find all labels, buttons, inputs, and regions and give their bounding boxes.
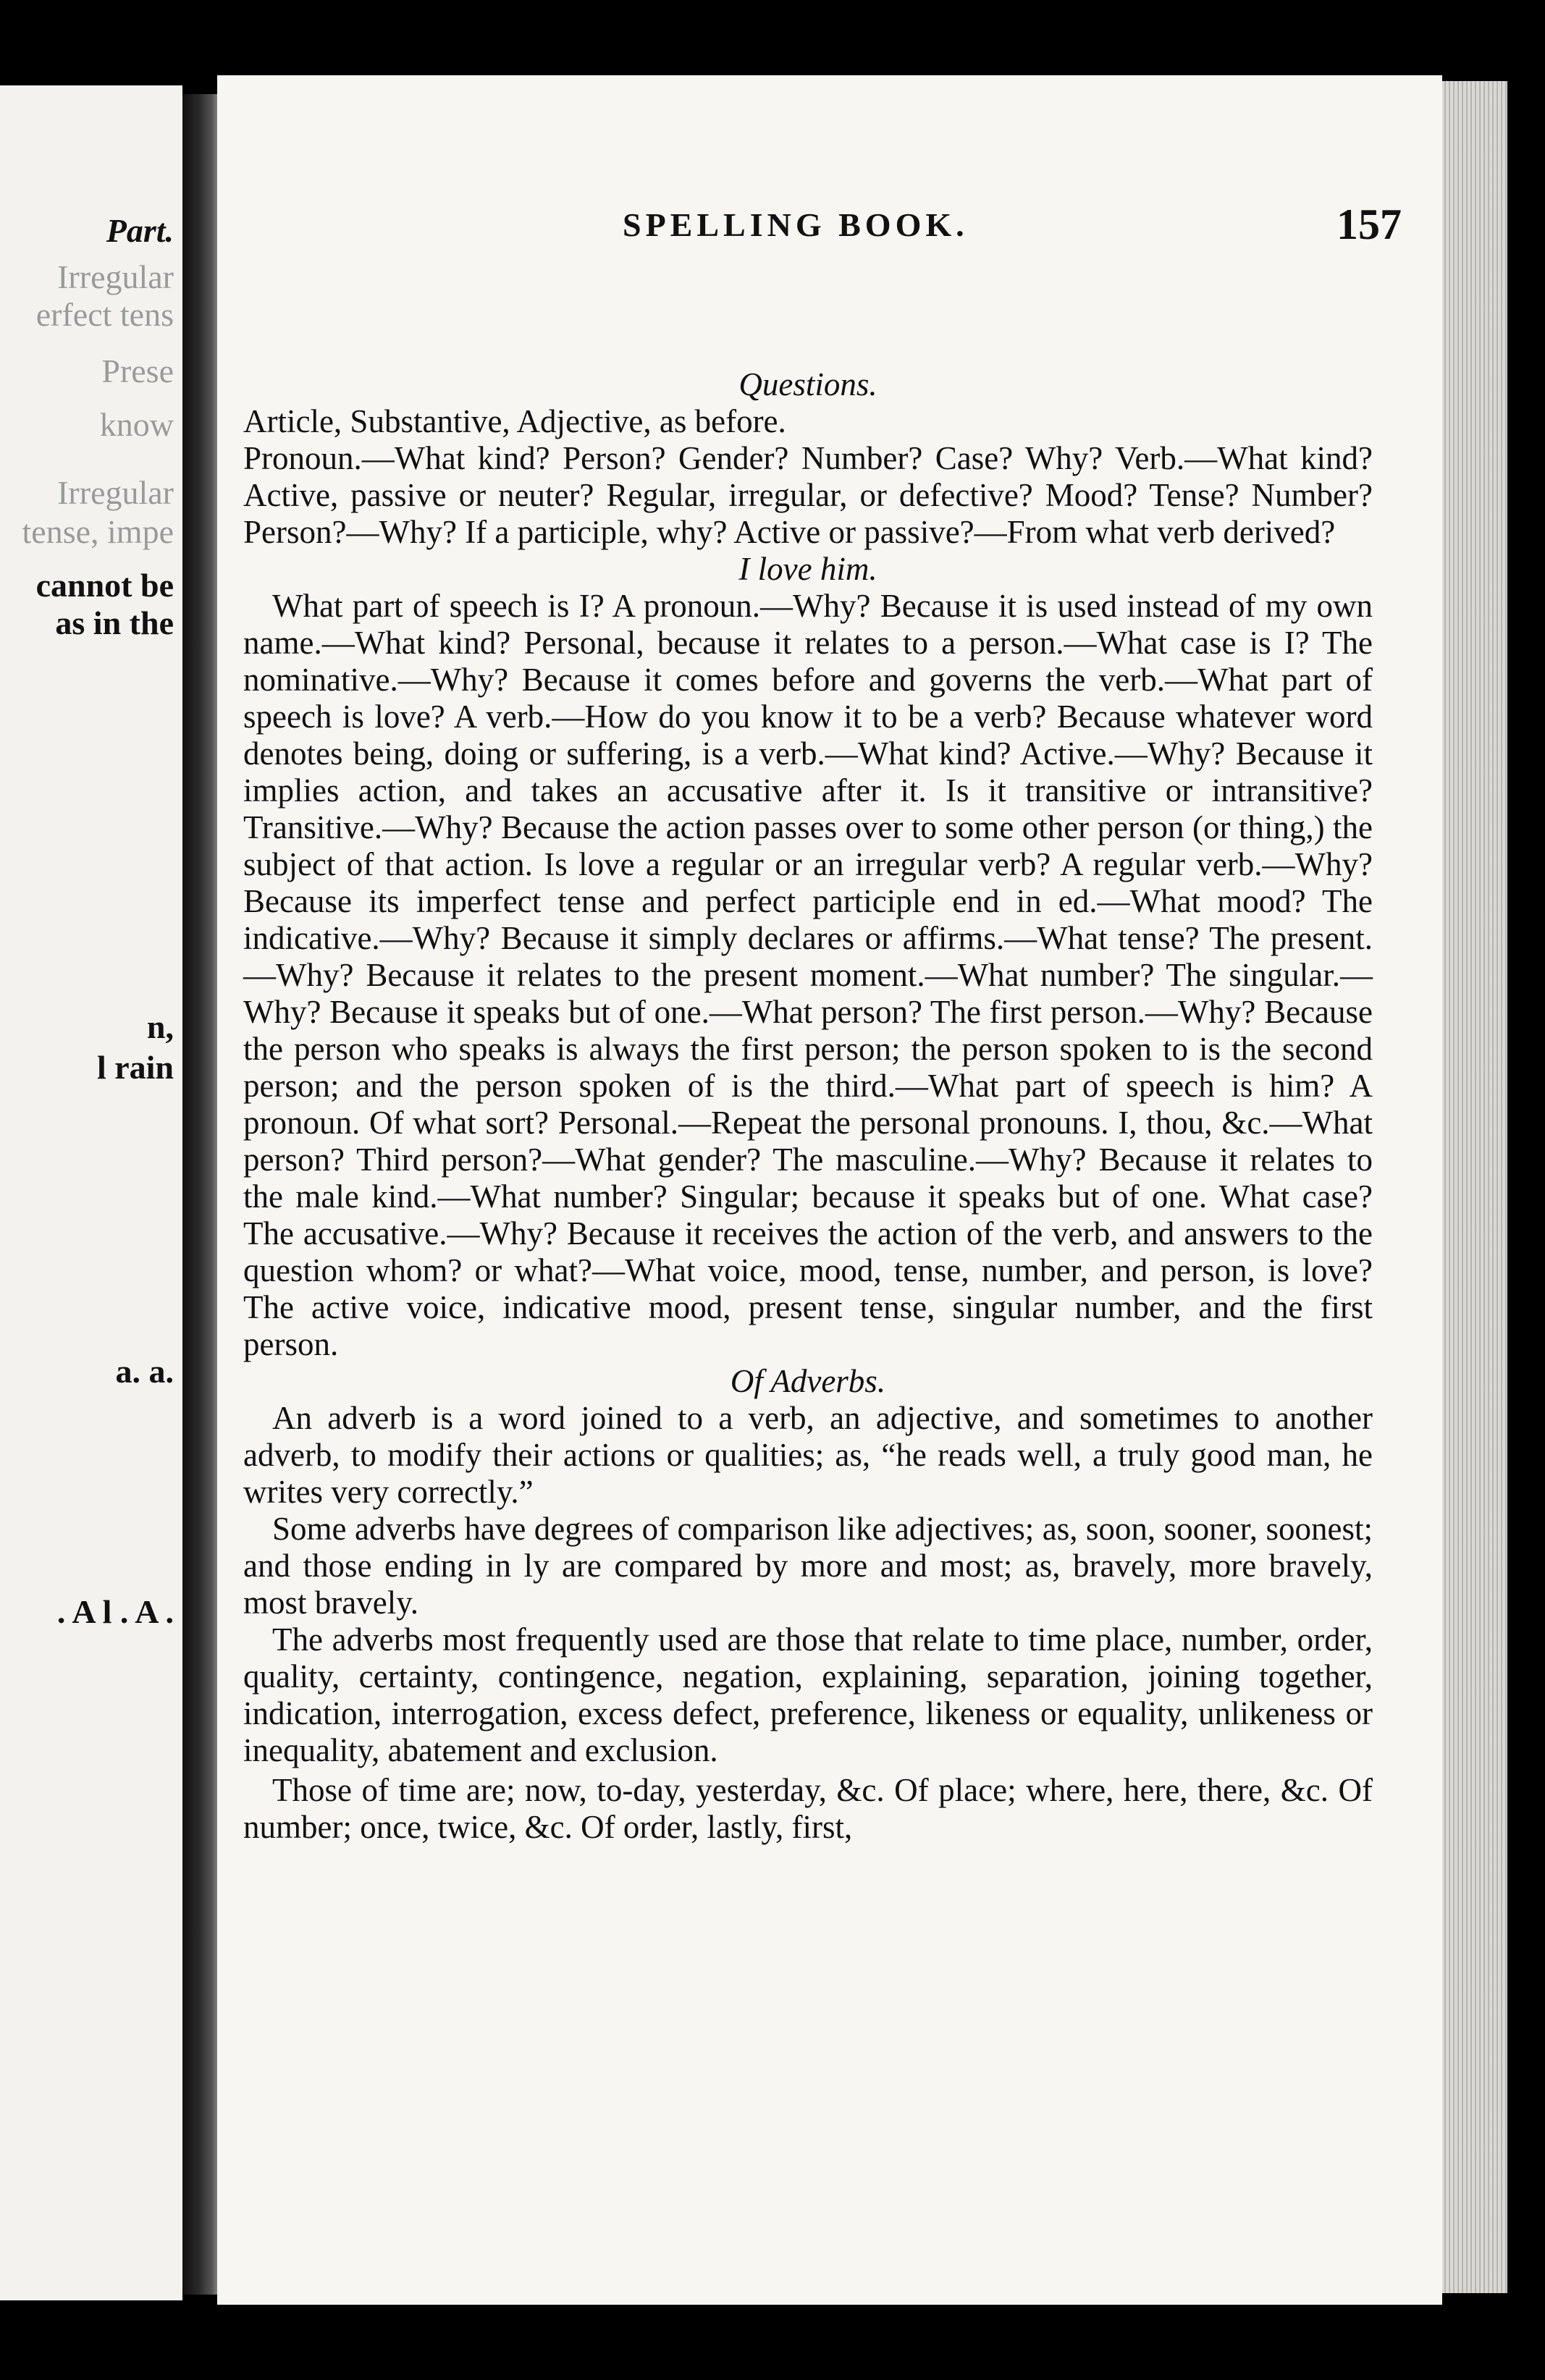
left-page-text: Irregular bbox=[57, 474, 174, 511]
page-header bbox=[217, 201, 1442, 263]
paragraph: Some adverbs have degrees of comparison like adjectives; as, soon, sooner, soonest; and those ending in ly are compared by more and most; as, bravely, more bravely, most bravely. bbox=[243, 1511, 1373, 1621]
left-page-text: Prese bbox=[101, 353, 174, 389]
paragraph: What part of speech is I? A pronoun.—Why? Because it is used instead of my own name.—What kind? Personal, because it relates to a person.—What case is I? The nominative.—Why? Because it comes before and governs the verb.—What part of speech is love? A verb.—How do you know it to be a verb? Because whatever word denotes being, doing or suffering, is a verb.—What kind? Active.—Why? Because it implies action, and takes an accusative after it. Is it transitive or intransitive? Transitive.—Why? Because the action passes over to some other person (or thing,) the subject of that action. Is love a regular or an irregular verb? A regular verb.—Why? Because its imperfect tense and perfect participle end in ed.—What mood? The indicative.—Why? Because it simply declares or affirms.—What tense? The present.—Why? Because it relates to the present moment.—What number? The singular.—Why? Because it speaks but of one.—What person? The first person.—Why? Because the person who speaks is always the first person; the person spoken to is the second person; and the person spoken of is the third.—What part of speech is him? A pronoun. Of what sort? Personal.—Repeat the personal pronouns. I, thou, &c.—What person? Third person?—What gender? The masculine.—Why? Because it relates to the male kind.—What number? Singular; because it speaks but of one. What case? The accusative.—Why? Because it receives the action of the verb, and answers to the question whom? or what?—What voice, mood, tense, number, and person, is love? The active voice, indicative mood, present tense, singular number, and the first person. bbox=[243, 588, 1373, 1362]
left-page-fragment bbox=[0, 85, 182, 2300]
left-page-text: cannot be bbox=[35, 567, 174, 604]
paragraph: Article, Substantive, Adjective, as before. bbox=[243, 403, 786, 439]
left-page-text: erfect tens bbox=[35, 296, 174, 333]
section-heading: Of Adverbs. bbox=[730, 1363, 886, 1399]
paragraph: An adverb is a word joined to a verb, an adjective, and sometimes to another adverb, to modify their actions or qualities; as, “he reads well, a truly good man, he writes very correctly.” bbox=[243, 1400, 1373, 1510]
left-page-text: l rain bbox=[96, 1049, 174, 1086]
left-page-text: . A l . A . bbox=[56, 1593, 174, 1630]
paragraph: The adverbs most frequently used are those that relate to time place, number, order, quality, certainty, contingence, negation, explaining, separation, joining together, indication, interrogation, excess defect, preference, likeness or equality, unlikeness or inequality, abatement and exclusion. bbox=[243, 1621, 1373, 1768]
left-page-text: Irregular bbox=[57, 258, 174, 295]
left-page-text: know bbox=[99, 406, 174, 443]
section-heading: I love him. bbox=[738, 551, 877, 587]
left-page-text: tense, impe bbox=[22, 513, 174, 550]
running-head: SPELLING BOOK. bbox=[623, 206, 969, 243]
paragraph: Pronoun.—What kind? Person? Gender? Number? Case? Why? Verb.—What kind? Active, passive or neuter? Regular, irregular, or defective? Mood? Tense? Number? Person?—Why? If a participle, why? Active or passive?—From what verb derived? bbox=[243, 440, 1373, 550]
page-body bbox=[243, 366, 1373, 1846]
paragraph: Those of time are; now, to-day, yesterday, &c. Of place; where, here, there, &c. Of number; once, twice, &c. Of order, lastly, first, bbox=[243, 1772, 1373, 1845]
page-edges bbox=[1442, 81, 1507, 2293]
section-heading: Questions. bbox=[738, 366, 877, 402]
left-page-text: Part. bbox=[106, 212, 174, 249]
page-number: 157 bbox=[1336, 201, 1402, 248]
left-page-text: a. a. bbox=[115, 1353, 174, 1390]
book-page bbox=[217, 75, 1442, 2305]
left-page-text: n, bbox=[146, 1008, 174, 1045]
left-page-text: as in the bbox=[55, 604, 174, 641]
